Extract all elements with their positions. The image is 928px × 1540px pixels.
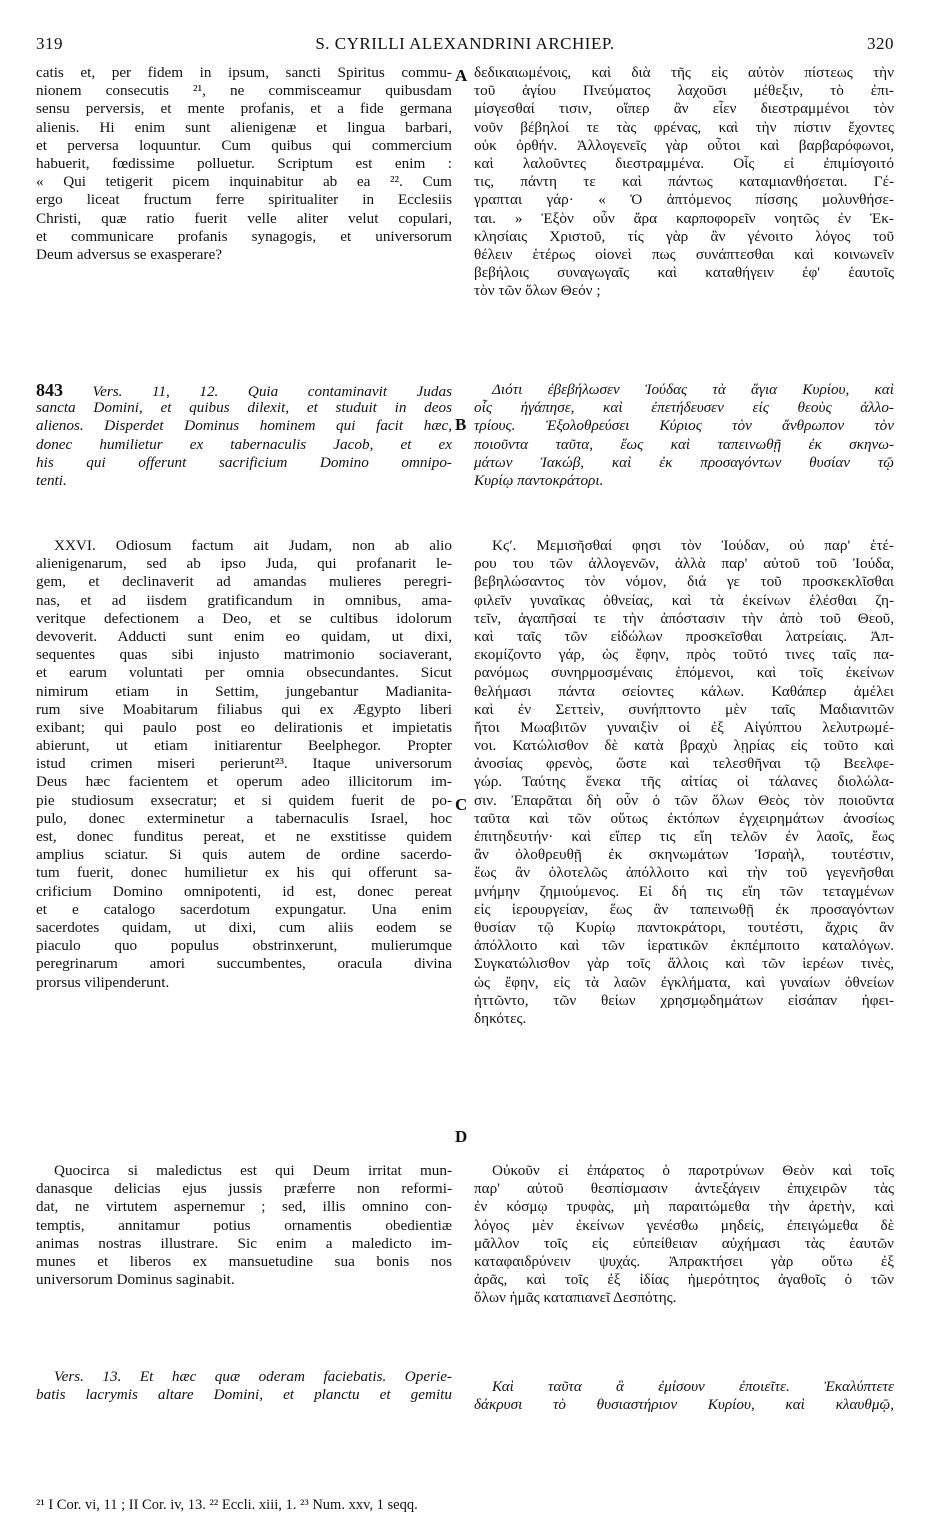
- greek-line: νοι. Κατώλισθον δὲ κατὰ βραχὺ λῃρίας εἰς τοῦτο καὶ: [474, 737, 894, 755]
- latin-line: prorsus vilipenderunt.: [36, 973, 170, 991]
- greek-line: τις, πάντη τε καὶ πάντως καταμιανθήσεται. Γέ-: [474, 173, 894, 191]
- latin-line: Quocirca si maledictus est qui Deum irritat mun-: [54, 1162, 452, 1179]
- latin-line: habuerit, fœdissime polluetur. Scriptum est enim :: [36, 154, 452, 172]
- latin-line: crificium Domino omnipotenti, id est, donec pereat: [36, 882, 452, 900]
- greek-paragraph-1: [474, 64, 894, 300]
- greek-line: λόγος μὲν ἐκείνων γενέσθω μηδείς, ἐπειγώμεθα δὲ: [474, 1216, 894, 1234]
- latin-line: amplius sciatur. Si quis autem de ordine sacerdo-: [36, 846, 452, 864]
- greek-line: εἰς ἱερουργείαν, ἕως ἂν ταπεινωθῇ ἐκ προσαγόντων: [474, 900, 894, 918]
- latin-line: sacerdotes quidam, ut dixi, cum aliis eodem se: [36, 918, 452, 936]
- greek-line: τοῦ ἁγίου Πνεύματος λαχοῦσι μέθεξιν, τὸ ἐπι-: [474, 82, 894, 100]
- greek-line: Οὐκοῦν εἰ ἐπάρατος ὁ παροτρύνων Θεὸν καὶ τοῖς: [492, 1162, 894, 1179]
- latin-line: « Qui tetigerit picem inquinabitur ab ea ²². Cum: [36, 173, 452, 191]
- latin-line: est, donec funditus pereat, et ne exstitisse quidem: [36, 828, 452, 845]
- greek-line: ἐπιτηδευτήν· καὶ εἴπερ τις εἴη τελῶν ἐν λαοῖς, ἕως: [474, 828, 894, 845]
- latin-line: Deum adversus se exasperare?: [36, 245, 222, 263]
- latin-line: XXVI. Odiosum factum ait Judam, non ab alio: [54, 537, 452, 554]
- greek-line: φιλεῖν γυναῖκας ὀθνείας, καὶ τὰ ἐκείνων ἑλέσθαι ζη-: [474, 591, 894, 609]
- greek-line: Καὶ ταῦτα ἃ ἐμίσουν ἐποιεῖτε. Ἐκαλύπτετε: [492, 1378, 894, 1395]
- greek-line: εκομίζοντο γάρ, ὡς ἔφην, πρὸς τοῦτό τινες ταῖς πα-: [474, 646, 894, 664]
- latin-line: istud crimen miseri perierunt²³. Itaque universorum: [36, 755, 452, 773]
- latin-verse-11-12: [36, 381, 452, 490]
- greek-line: τρίους. Ἐξολοθρεύσει Κύριος τὸν ἄνθρωπον τὸν: [474, 417, 894, 435]
- latin-verse-13: [36, 1368, 452, 1404]
- margin-letter-d: D: [455, 1127, 468, 1146]
- latin-line: sancta Domini, et quibus dilexit, et studuit in deos: [36, 399, 452, 417]
- greek-line: ἐν κόσμῳ τρυφὰς, μὴ παραιτώμεθα τὴν ἀρετὴν, καὶ: [474, 1198, 894, 1216]
- latin-line: rum sive Moabitarum filiabus qui ex Ægypto liberi: [36, 700, 452, 718]
- greek-line: Διότι ἐβεβήλωσεν Ἰούδας τὰ ἅγια Κυρίου, καὶ: [492, 381, 894, 398]
- margin-letter-b: B: [455, 415, 467, 434]
- latin-line: munes et liberos ex mansuetudine sua bonis nos: [36, 1252, 452, 1270]
- greek-line: μίσγεσθαί τισιν, οἵπερ ἂν εἶεν διεστραμμένοι τὸν: [474, 100, 894, 118]
- latin-paragraph-1: [36, 64, 452, 264]
- greek-line: Συγκατώλισθον γὰρ τοῖς ἄλλοις καὶ τῶν ἱερέων τινὲς,: [474, 955, 894, 973]
- latin-line: et e catalogo sacerdotum expungatur. Una enim: [36, 900, 452, 918]
- greek-line: ἀπόλλοιτο καὶ τῶν ἱερατικῶν ἐκπέμποιτο καταλόγων.: [474, 937, 894, 955]
- running-title: S. CYRILLI ALEXANDRINI ARCHIEP.: [315, 34, 615, 53]
- greek-verse-13: [474, 1378, 894, 1414]
- greek-line: ἀρᾶς, καὶ τοῖς ἐξ ἰδίας ἡμερότητος ἀγαθοῖς ὁ τῶν: [474, 1271, 894, 1289]
- running-header: [36, 34, 894, 58]
- latin-line: et perversa loquuntur. Cum quibus qui commercium: [36, 136, 452, 154]
- column-number: 843: [36, 380, 63, 400]
- latin-line: Vers. 13. Et hæc quæ oderam faciebatis. Operie-: [54, 1368, 452, 1385]
- latin-line: abierunt, ut etiam initiarentur Beelphegor. Propter: [36, 737, 452, 755]
- greek-line: ἂν ὀλοθρευθῇ ἐκ σκηνωμάτων Ἰσραὴλ, τουτέστιν,: [474, 846, 894, 864]
- latin-paragraph-26: [36, 537, 452, 992]
- greek-verse-11-12: [474, 381, 894, 490]
- latin-line: Deus hæc facientem et operum adeo illicitorum im-: [36, 773, 452, 791]
- latin-line: catis et, per fidem in ipsum, sancti Spiritus commu-: [36, 64, 452, 81]
- greek-line: ρου του τῶν ἀλλογενῶν, ἀλλὰ παρ' αὐτοῦ τοῦ Ἰούδα,: [474, 555, 894, 573]
- latin-line: exibant; qui paulo post eo delirationis et impietatis: [36, 718, 452, 736]
- latin-line: nimirum etiam in Settim, jungebantur Madianita-: [36, 682, 452, 700]
- latin-line: gem, et declinaverit ad amandas mulieres peregri-: [36, 573, 452, 591]
- greek-line: βεβήλοις συναγωγαῖς καὶ καταθήγειν ἐφ' ἑαυτοῖς: [474, 264, 894, 282]
- latin-paragraph-quocirca: [36, 1162, 452, 1289]
- greek-line: τεῖν, ἀγαπῆσαί τε τὴν ἀπόστασιν τὴν ἀπὸ τοῦ Θεοῦ,: [474, 609, 894, 627]
- greek-line: ἀνοσίας φρενὸς, ὥστε καὶ τελεσθῆναι τῷ Βεελφε-: [474, 755, 894, 773]
- greek-line: κλησίαις Χριστοῦ, τίς γὰρ ἂν γένοιτο λόγος τοῦ: [474, 227, 894, 245]
- greek-line: ἤτοι Μωαβιτῶν γυναιξὶν οἱ ἐξ Αἰγύπτου λελυτρωμέ-: [474, 718, 894, 736]
- greek-line: ρανόμως συνηρμοσμέναις ἑπόμενοι, καὶ τοῖς ἐκείνων: [474, 664, 894, 682]
- latin-line: dat, ne virtutem aspernemur ; sed, illis omnino con-: [36, 1198, 452, 1216]
- greek-line: ται. » Ἐξὸν οὖν ἄρα καρποφορεῖν νοητῶς ἐν Ἐκ-: [474, 209, 894, 227]
- greek-line: καὶ λαλοῦντες διεστραμμένα. Οἷς εἰ ἐπιμίσγοιτό: [474, 154, 894, 172]
- greek-line: οὐκ ὀρθήν. Ἀλλογενεῖς γὰρ οὗτοι καὶ βαρβαρόφωνοι,: [474, 136, 894, 154]
- latin-line: danasque delicias ejus jussis præferre non reformi-: [36, 1180, 452, 1198]
- greek-line: θέλειν ἑτέρως οἱονεὶ πως συνάπτεσθαι καὶ κοινωνεῖν: [474, 245, 894, 263]
- page-number-right: 320: [867, 34, 894, 53]
- latin-line: pie studiosum exsecratur; et si quidem fuerit de po-: [36, 791, 452, 809]
- greek-line: παρ' αὐτοῦ θεσπίσμασιν ἀντεξάγειν ἐπιχειρῶν τὰς: [474, 1180, 894, 1198]
- latin-line: et earum voluntati per omnia obsecundantes. Sicut: [36, 664, 452, 682]
- latin-line: animas nostras illustrare. Sic enim a maledicto im-: [36, 1234, 452, 1252]
- greek-line: καταφαιδρύνειν ψυχάς. Ἀπρακτήσει γὰρ οὕτω ἐξ: [474, 1252, 894, 1270]
- greek-line: θυσίαν τῷ Κυρίῳ παντοκράτορι, τουτέστι, ἄχρις ἂν: [474, 918, 894, 936]
- greek-line: δηκότες.: [474, 1009, 527, 1027]
- latin-line: nionem consecutis ²¹, ne commisceamur quibusdam: [36, 82, 452, 100]
- latin-line: donec humilietur ex tabernaculis Jacob, et ex: [36, 435, 452, 453]
- footnotes: ²¹ I Cor. vi, 11 ; II Cor. iv, 13. ²² Eccli. xiii, 1. ²³ Num. xxv, 1 seqq.: [36, 1497, 418, 1513]
- latin-line: alienos. Disperdet Dominus hominem qui facit hæc,: [36, 417, 452, 435]
- greek-line: ἡττῶντο, τῶν θείων χρησμῳδημάτων εἰσάπαν ἠφει-: [474, 991, 894, 1009]
- latin-line: sequentes quas sibi injusto matrimonio sociaverant,: [36, 646, 452, 664]
- greek-line: νοῦν βέβηλοί τε τὰς φρένας, καὶ τὴν πίστιν ἔχοντες: [474, 118, 894, 136]
- greek-line: καὶ ἐν Σεττεὶν, συνήπτοντο μὲν ταῖς Μαδιανιτῶν: [474, 700, 894, 718]
- greek-paragraph-oukoun: [474, 1162, 894, 1308]
- greek-line: σιν. Ἐπαρᾶται δὴ οὖν ὁ τῶν ὅλων Θεὸς τὸν ποιοῦντα: [474, 791, 894, 809]
- greek-line: Κϛʹ. Μεμισῆσθαί φησι τὸν Ἰούδαν, οὐ παρ' ἑτέ-: [492, 537, 894, 554]
- latin-line: temptis, annitamur potius ornamentis obedientiæ: [36, 1216, 452, 1234]
- latin-line: universorum Dominus saginabit.: [36, 1271, 235, 1289]
- latin-line: batis lacrymis altare Domini, et planctu et gemitu: [36, 1386, 452, 1404]
- greek-line: τὸν τῶν ὅλων Θεόν ;: [474, 282, 601, 300]
- latin-line: ergo liceat fructum ferre spiritualiter in Ecclesiis: [36, 191, 452, 209]
- latin-line: sensu perversis, et mente profanis, et a fide germana: [36, 100, 452, 118]
- latin-line: alienigenarum, sed ab ipso Juda, qui profanarit le-: [36, 555, 452, 573]
- greek-line: μάτων Ἰακώβ, καὶ ἐκ προσαγόντων θυσίαν τῷ: [474, 453, 894, 471]
- greek-line: δάκρυσι τὸ θυσιαστήριον Κυρίου, καὶ κλαυθμῷ,: [474, 1396, 894, 1414]
- latin-line: [36, 381, 452, 399]
- latin-line: alienis. Hi enim sunt alienigenæ et lingua barbari,: [36, 118, 452, 136]
- latin-line: et communicare profanis synagogis, et universorum: [36, 227, 452, 245]
- latin-verse-text: Vers. 11, 12. Quia contaminavit Judas: [92, 383, 452, 400]
- latin-line: nas, et ad iisdem gratificandum in omnibus, ama-: [36, 591, 452, 609]
- greek-line: ἕως ἂν ὁλοτελῶς ἀπόλλοιτο καὶ τὴν τοῦ γεγενῆσθαι: [474, 864, 894, 882]
- greek-line: θελήμασι πάντα σείοντες κάλων. Καθάπερ ἀμέλει: [474, 682, 894, 700]
- latin-line: his qui offerunt sacrificium Domino omnipo-: [36, 453, 452, 471]
- page-number-left: 319: [36, 34, 63, 53]
- margin-letter-c: C: [455, 795, 468, 814]
- latin-line: peregrinarum amori succumbentes, oracula divina: [36, 955, 452, 973]
- latin-line: devoverit. Adducti sunt enim eo quidam, ut dixi,: [36, 627, 452, 645]
- latin-line: Christi, quæ ratio fuerit velle aliter velut copulari,: [36, 209, 452, 227]
- greek-line: βεβηλώσαντος τὸν νόμον, διά γε τοῦ προσκεκλῖσθαι: [474, 573, 894, 591]
- latin-line: veritque defectionem a Deo, et se cultibus idolorum: [36, 609, 452, 627]
- latin-line: tenti.: [36, 471, 67, 489]
- greek-line: ταῦτα καὶ τῶν οὕτως ἐκτόπων ἐγχειρημάτων ἀνοσίως: [474, 809, 894, 827]
- greek-line: γώρ. Ταύτης ἕνεκα τῆς αἰτίας οἱ τάλανες διολώλα-: [474, 773, 894, 791]
- greek-line: ποιοῦντα ταῦτα, ἕως καὶ ταπεινωθῇ ἐκ σκηνω-: [474, 435, 894, 453]
- greek-line: ὡς ἔφην, εἰς τὰ λαῶν ἐγκλήματα, καὶ γυναίων ὀθνείων: [474, 973, 894, 991]
- greek-line: καὶ ταῖς τῶν εἰδώλων προσκεῖσθαι λατρείαις. Ἀπ-: [474, 627, 894, 645]
- greek-line: μνήμην ζημιούμενος. Εἰ δή τις εἴη τῶν τεταγμένων: [474, 882, 894, 900]
- greek-line: γραπται γάρ· « Ὁ ἁπτόμενος πίσσης μολυνθήσε-: [474, 191, 894, 209]
- latin-line: tum fuerit, donec humilietur ex his qui offerunt sa-: [36, 864, 452, 882]
- latin-line: piaculo quo populus obstrinxerunt, mulierumque: [36, 937, 452, 955]
- greek-line: μᾶλλον τοῖς εἰς εὐπείθειαν αὐχήμασι τὰς ἑαυτῶν: [474, 1234, 894, 1252]
- greek-paragraph-26: [474, 537, 894, 1028]
- greek-line: ὅλων ἡμᾶς καταπιανεῖ Δεσπότης.: [474, 1289, 677, 1307]
- greek-line: οἷς ἠγάπησε, καὶ ἐπετήδευσεν εἰς θεοὺς ἀλλο-: [474, 399, 894, 417]
- latin-line: pulo, donec exterminetur a tabernaculis Israel, hoc: [36, 809, 452, 827]
- greek-line: Κυρίῳ παντοκράτορι.: [474, 471, 604, 489]
- margin-letter-a: A: [455, 66, 468, 85]
- greek-line: δεδικαιωμένοις, καὶ διὰ τῆς εἰς αὐτὸν πίστεως τὴν: [474, 64, 894, 81]
